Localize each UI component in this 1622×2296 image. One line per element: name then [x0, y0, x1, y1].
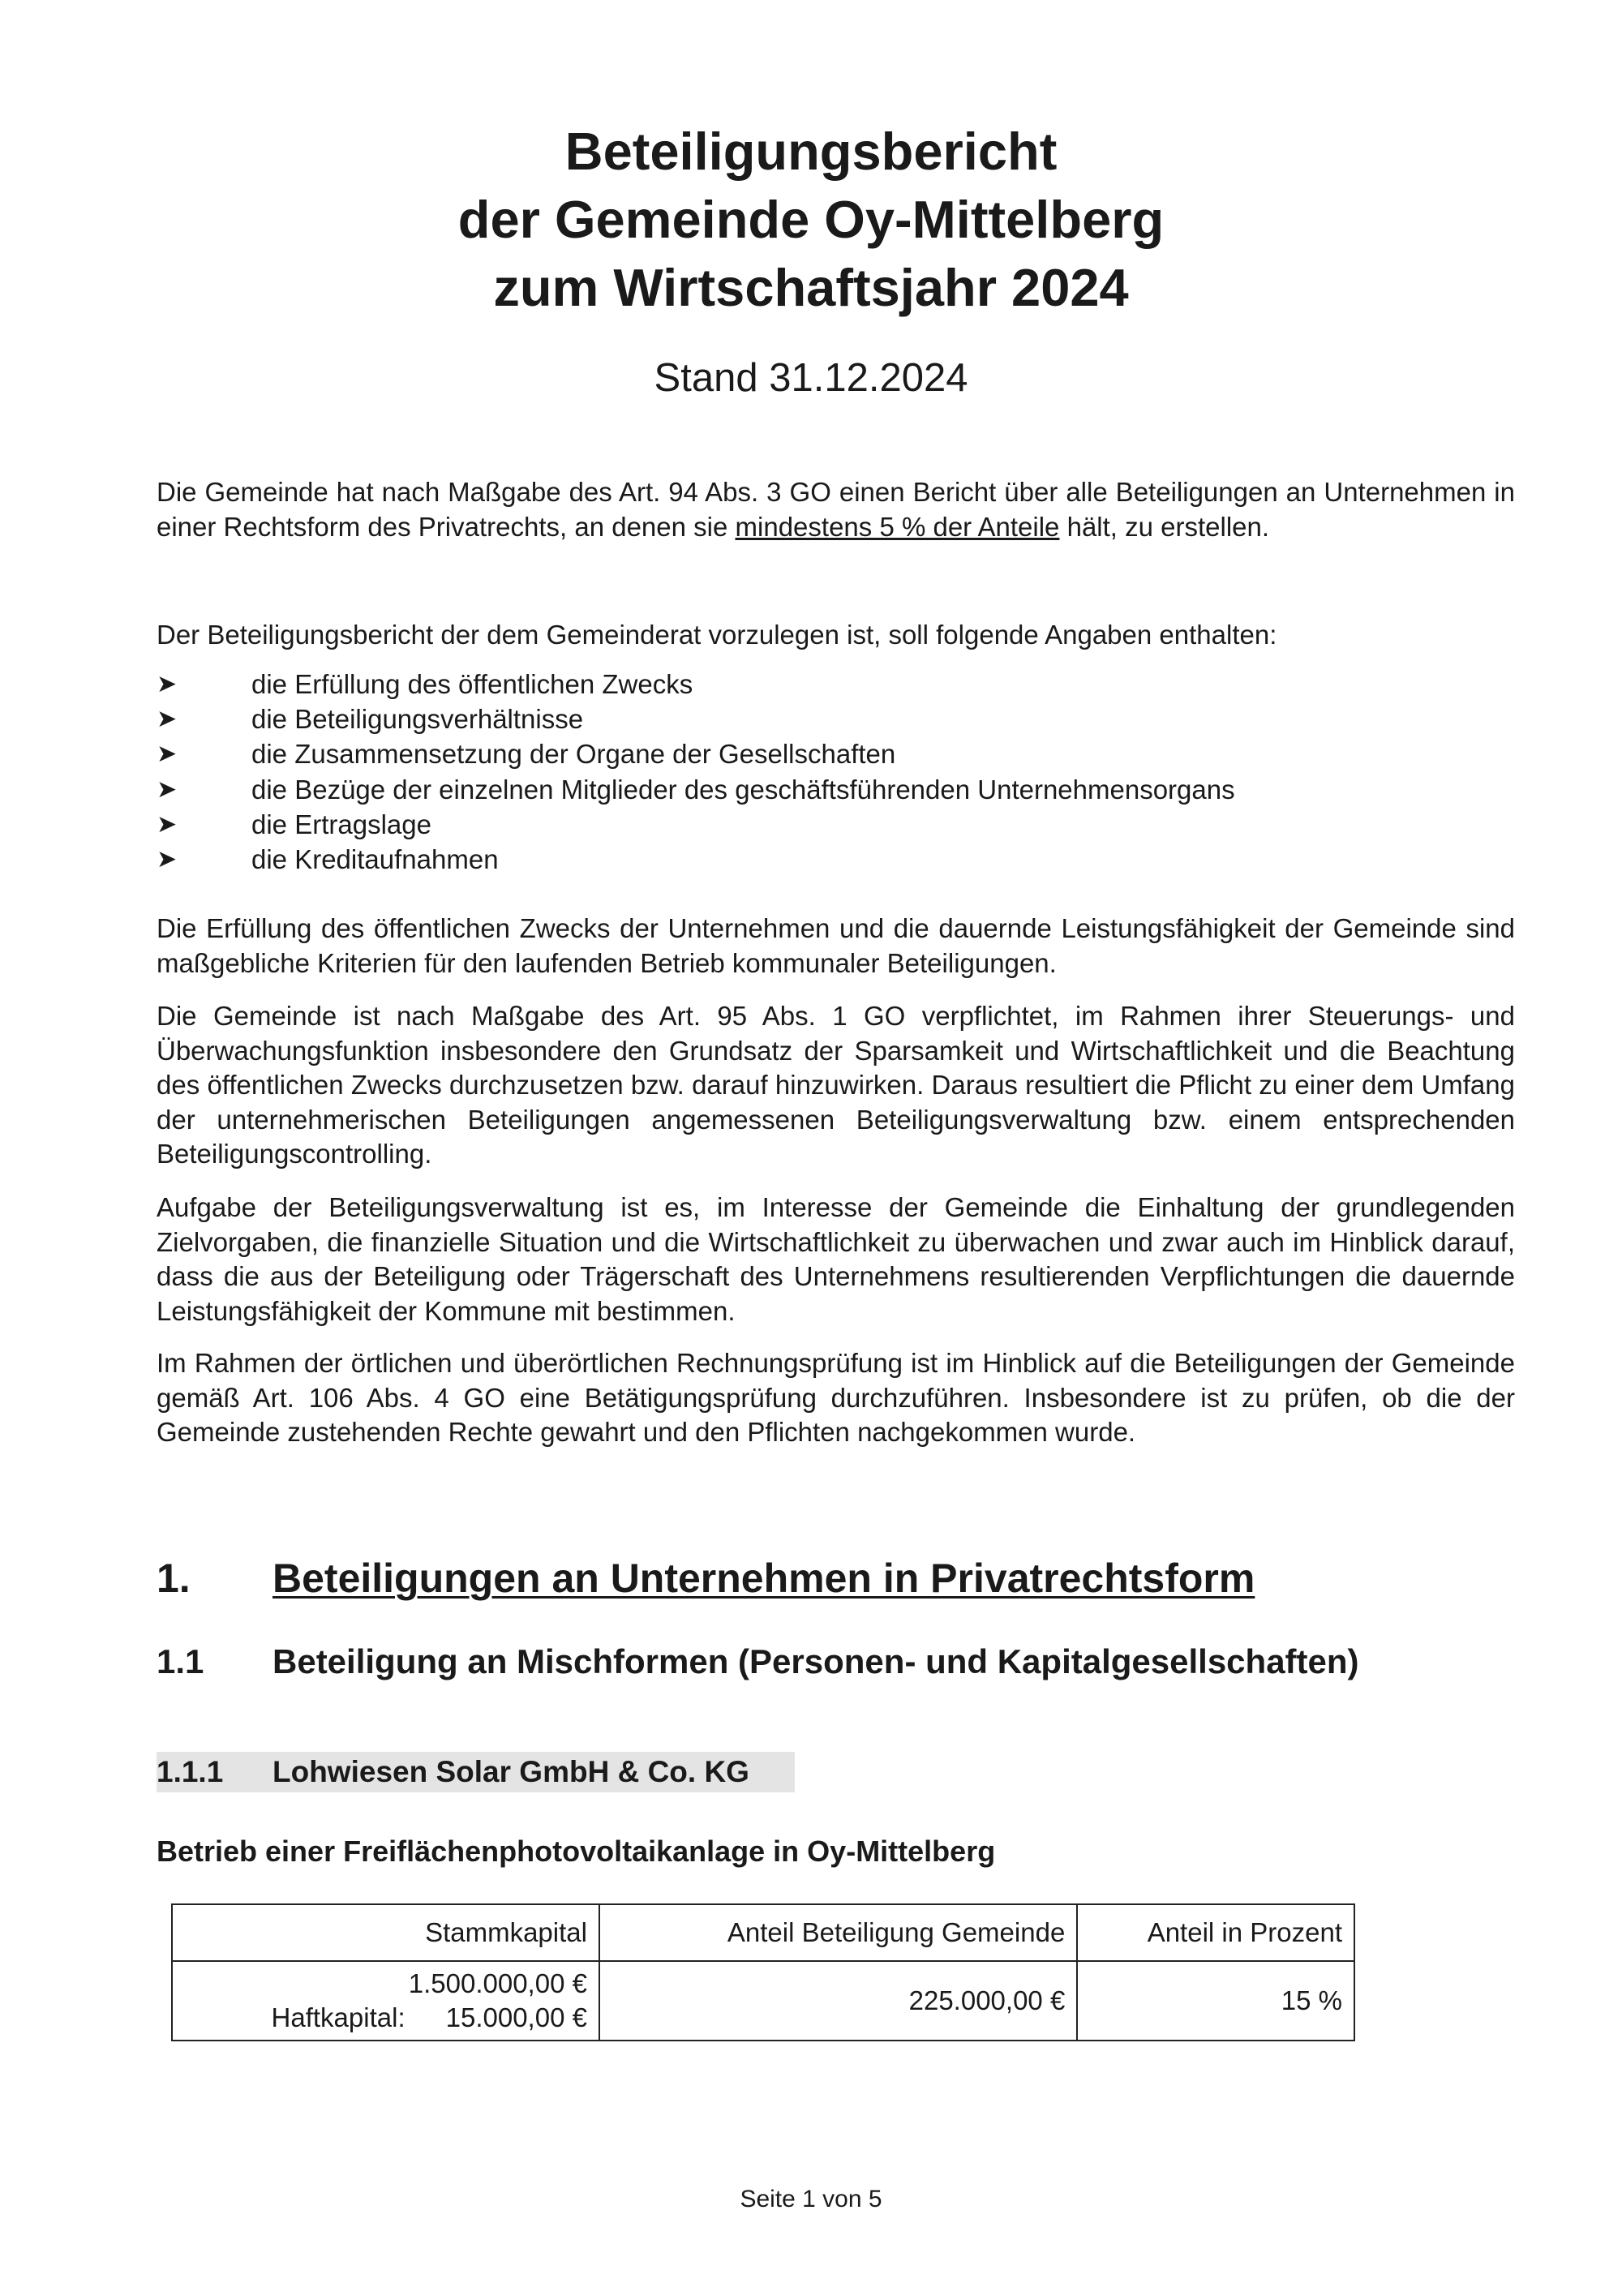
- section-title: Beteiligungen an Unternehmen in Privatrechtsform: [272, 1556, 1255, 1601]
- list-item-text: die Kreditaufnahmen: [251, 844, 499, 875]
- stake-table: [171, 1903, 1355, 2041]
- header-anteil-prozent: Anteil in Prozent: [1077, 1904, 1354, 1961]
- intro-paragraph-2: Der Beteiligungsbericht der dem Gemeinderat vorzulegen ist, soll folgende Angaben enthalten:: [157, 620, 1277, 650]
- list-item-text: die Erfüllung des öffentlichen Zwecks: [251, 669, 693, 699]
- list-item: [157, 736, 1515, 771]
- haftkapital-line: [184, 2001, 587, 2035]
- intro-paragraph-1: [157, 475, 1515, 544]
- title-line: Beteiligungsbericht: [564, 122, 1058, 181]
- stand-date: Stand 31.12.2024: [654, 356, 968, 400]
- list-item-text: die Zusammensetzung der Organe der Gesellschaften: [251, 739, 896, 770]
- header-anteil-beteiligung: Anteil Beteiligung Gemeinde: [599, 1904, 1077, 1961]
- list-item-text: die Beteiligungsverhältnisse: [251, 704, 584, 735]
- table-row: [172, 1961, 1354, 2041]
- arrow-bullet-icon: ➤: [157, 705, 178, 734]
- underlined-text: mindestens 5 % der Anteile: [735, 511, 1060, 542]
- arrow-bullet-icon: ➤: [157, 670, 178, 698]
- list-item: [157, 702, 1515, 736]
- list-item-text: die Bezüge der einzelnen Mitglieder des geschäftsführenden Unternehmensorgans: [251, 774, 1235, 805]
- intro-paragraph-5: Aufgabe der Beteiligungsverwaltung ist es, im Interesse der Gemeinde die Einhaltung der grundlegenden Zielvorgaben, die finanzielle Situation und die Wirtschaftlichkeit zu überwachen und zwar auch im Hinblick darauf, dass die aus der Beteiligung oder Trägerschaft des Unternehmens resultierenden Verpflichtungen die dauernde Leistungsfähigkeit der Kommune mit bestimmen.: [157, 1192, 1515, 1326]
- list-item-text: die Ertragslage: [251, 809, 431, 839]
- intro-text: hält, zu erstellen.: [1059, 511, 1270, 542]
- list-item: [157, 667, 1515, 702]
- stammkapital-value: 1.500.000,00 €: [408, 1968, 587, 1998]
- stammkapital-line: [184, 1967, 587, 2001]
- arrow-bullet-icon: ➤: [157, 775, 178, 804]
- list-item: [157, 842, 1515, 877]
- title-line: der Gemeinde Oy-Mittelberg: [457, 190, 1165, 249]
- page-number: Seite 1 von 5: [740, 2186, 882, 2212]
- intro-text: Die Gemeinde hat nach Maßgabe des Art. 94 Abs. 3 GO einen Bericht über alle Beteiligungen an Unternehmen in einer Rechtsform des Privatrechts, an denen sie: [157, 477, 1515, 542]
- section-number: 1.: [157, 1556, 191, 1601]
- cell-anteil-prozent: 15 %: [1077, 1961, 1354, 2041]
- arrow-bullet-icon: ➤: [157, 845, 178, 874]
- section-heading-1-1-1: [157, 1752, 795, 1792]
- list-item: [157, 772, 1515, 807]
- title-line: zum Wirtschaftsjahr 2024: [493, 258, 1129, 317]
- arrow-bullet-icon: ➤: [157, 809, 178, 839]
- section-title: Beteiligung an Mischformen (Personen- und Kapitalgesellschaften): [272, 1642, 1359, 1680]
- section-number: 1.1: [157, 1642, 204, 1680]
- arrow-bullet-icon: ➤: [157, 740, 178, 769]
- list-item: [157, 807, 1515, 842]
- table-header-row: [172, 1904, 1354, 1961]
- header-stammkapital: Stammkapital: [172, 1904, 599, 1961]
- section-number: 1.1.1: [157, 1755, 224, 1788]
- company-purpose: Betrieb einer Freiflächenphotovoltaikanlage in Oy-Mittelberg: [157, 1835, 996, 1868]
- requirements-list: [157, 667, 1515, 877]
- document-title: [0, 118, 1622, 322]
- intro-paragraph-6: Im Rahmen der örtlichen und überörtlichen Rechnungsprüfung ist im Hinblick auf die Beteiligungen der Gemeinde gemäß Art. 106 Abs. 4 GO eine Betätigungsprüfung durchzuführen. Insbesondere ist zu prüfen, ob die der Gemeinde zustehenden Rechte gewahrt und den Pflichten nachgekommen wurde.: [157, 1348, 1515, 1447]
- haftkapital-value: 15.000,00 €: [445, 2002, 587, 2032]
- cell-anteil-beteiligung: 225.000,00 €: [599, 1961, 1077, 2041]
- cell-capital: [172, 1961, 599, 2041]
- intro-paragraph-4: Die Gemeinde ist nach Maßgabe des Art. 95 Abs. 1 GO verpflichtet, im Rahmen ihrer Steuerungs- und Überwachungsfunktion insbesondere den Grundsatz der Sparsamkeit und Wirtschaftlichkeit und die Beachtung des öffentlichen Zwecks durchzusetzen bzw. darauf hinzuwirken. Daraus resultiert die Pflicht zu einer dem Umfang der unternehmerischen Beteiligungen angemessenen Beteiligungsverwaltung bzw. einem entsprechenden Beteiligungscontrolling.: [157, 1001, 1515, 1169]
- haftkapital-label: Haftkapital:: [271, 2002, 406, 2032]
- intro-paragraph-3: Die Erfüllung des öffentlichen Zwecks der Unternehmen und die dauernde Leistungsfähigkeit der Gemeinde sind maßgebliche Kriterien für den laufenden Betrieb kommunaler Beteiligungen.: [157, 913, 1515, 978]
- section-title: Lohwiesen Solar GmbH & Co. KG: [272, 1755, 749, 1788]
